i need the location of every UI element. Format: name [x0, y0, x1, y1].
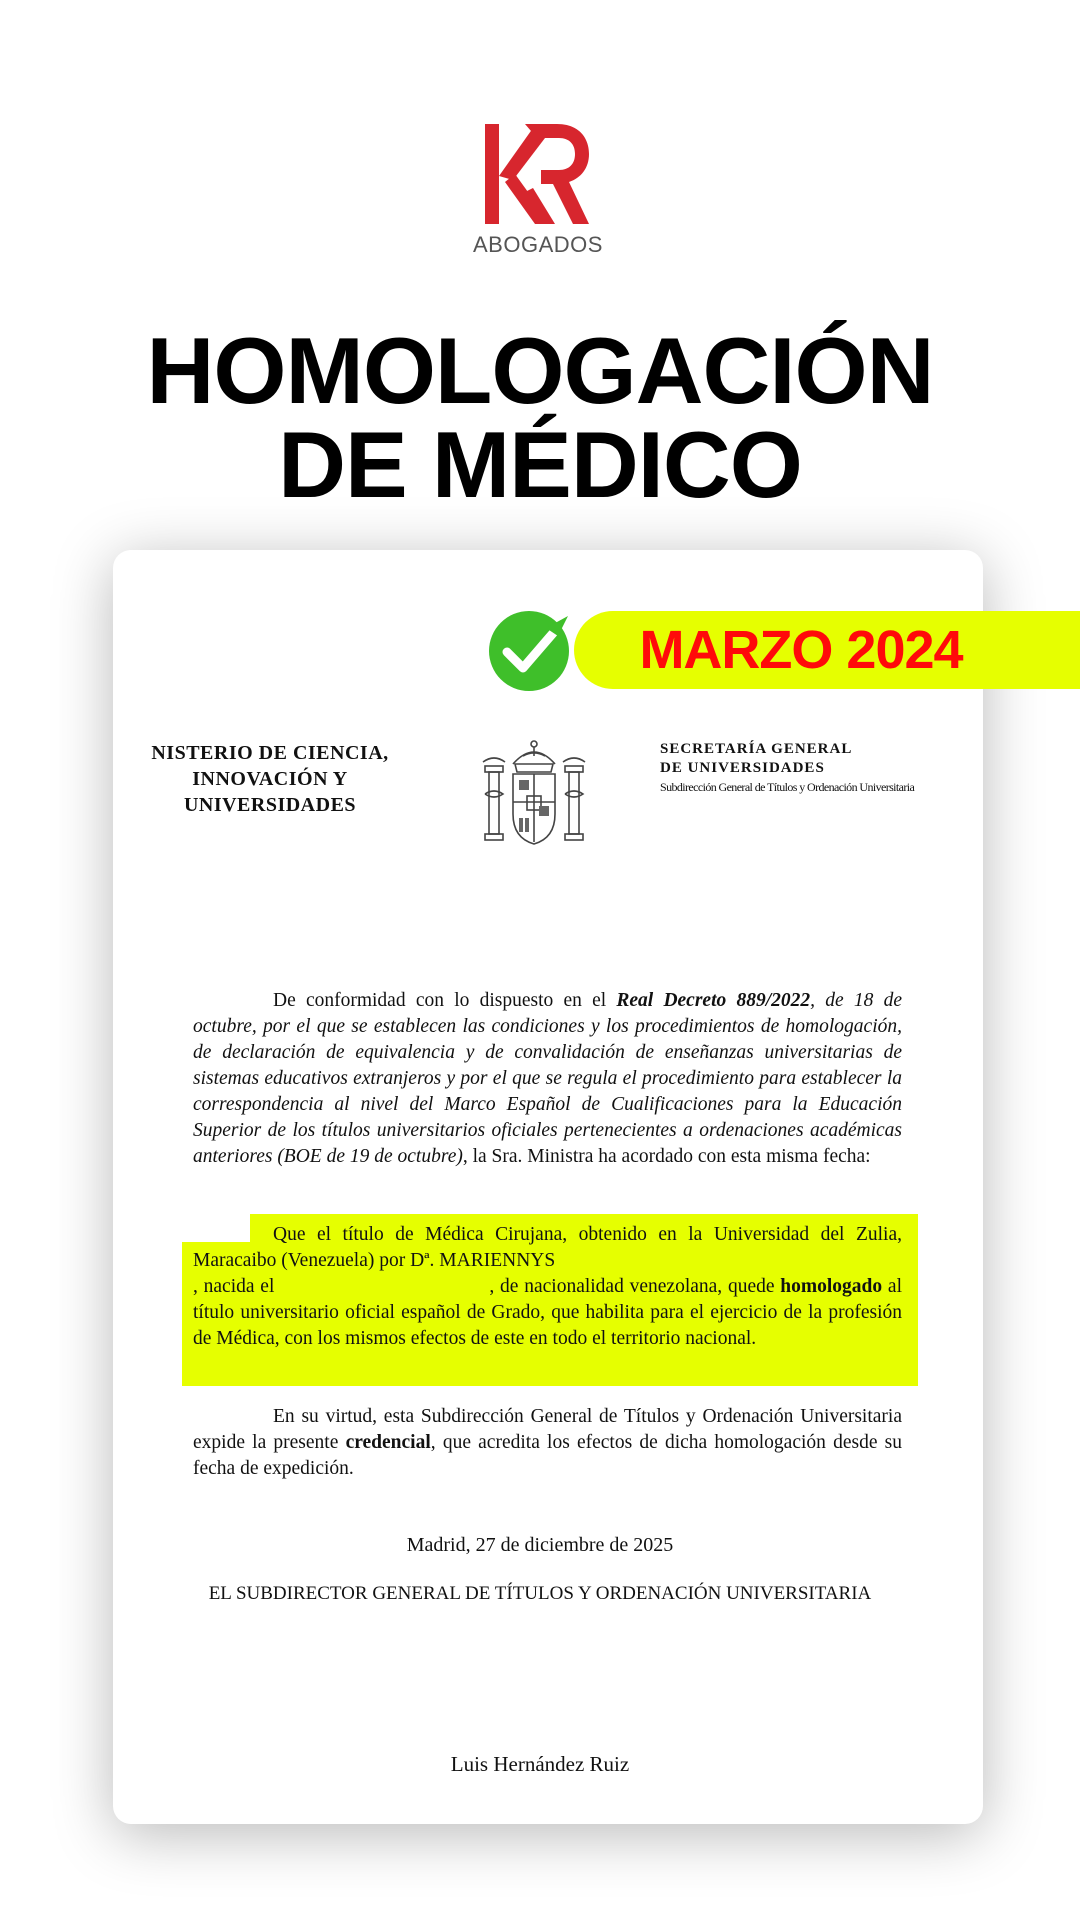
secretariat-line-2: DE UNIVERSIDADES: [660, 760, 825, 776]
subdirectorate-line: Subdirección General de Títulos y Ordenación Universitaria: [660, 780, 915, 794]
p2-title-holder: Que el título de Médica Cirujana, obtenido en la Universidad del Zulia, Maracaibo (Venezuela) por Dª. MARIENNYS: [193, 1224, 902, 1271]
p2-effects: al título universitario oficial español de Grado, que habilita para el ejercicio de la profesión de Médica, con los mismos efectos de este en todo el territorio nacional.: [193, 1276, 903, 1349]
paragraph-credential: [193, 1404, 902, 1482]
ministry-line-2: INNOVACIÓN Y: [192, 768, 348, 790]
date-badge-text: MARZO 2024: [639, 620, 963, 680]
page-title: [0, 318, 1080, 517]
p3-effects: , que acredita los efectos de dicha homologación desde su fecha de expedición.: [193, 1432, 903, 1479]
p3-intro: En su virtud, esta Subdirección General de Títulos y Ordenación Universitaria expide la presente: [193, 1406, 902, 1453]
secretariat-line-1: SECRETARÍA GENERAL: [660, 741, 853, 757]
title-line-2: DE MÉDICO: [278, 412, 802, 517]
signer-name: Luis Hernández Ruiz: [450, 1752, 630, 1776]
signer-title: EL SUBDIRECTOR GENERAL DE TÍTULOS Y ORDENACIÓN UNIVERSITARIA: [208, 1583, 872, 1604]
p2-birth-label: , nacida el: [193, 1276, 275, 1297]
place-and-date: Madrid, 27 de diciembre de 2025: [406, 1534, 674, 1556]
ministry-name: [130, 740, 410, 818]
p2-homologado: homologado: [780, 1276, 883, 1297]
paragraph-legal-basis: [193, 988, 902, 1170]
brand-logo: [473, 124, 603, 257]
secretariat-heading: [660, 740, 960, 796]
p1-intro: De conformidad con lo dispuesto en el: [273, 990, 617, 1011]
paragraph-homologation: [193, 1222, 902, 1352]
p1-resolution: , la Sra. Ministra ha acordado con esta misma fecha:: [462, 1146, 871, 1167]
logo-wordmark: ABOGADOS: [473, 232, 603, 257]
ministry-line-1: NISTERIO DE CIENCIA,: [151, 742, 389, 764]
spain-coat-of-arms-icon: [475, 734, 593, 852]
title-line-1: HOMOLOGACIÓN: [146, 318, 934, 423]
p3-credencial: credencial: [345, 1432, 431, 1453]
p1-decree-description: , de 18 de octubre, por el que se establecen las condiciones y los procedimientos de homologación, de declaración de equivalencia y de convalidación de enseñanzas universitarias de sistemas educativos extranjeros y por el que se regula el procedimiento para establecer la correspondencia al nivel del Marco Español de Cualificaciones para la Educación Superior de los títulos universitarios oficiales pertenecientes a ordenaciones académicas anteriores (BOE de 19 de octubre): [193, 990, 902, 1167]
p2-nationality: , de nacionalidad venezolana, quede: [489, 1276, 775, 1297]
kr-logo-icon: [481, 124, 591, 232]
ministry-line-3: UNIVERSIDADES: [183, 794, 357, 816]
p1-decree: Real Decreto 889/2022: [616, 990, 811, 1011]
check-circle-icon: [488, 610, 570, 692]
